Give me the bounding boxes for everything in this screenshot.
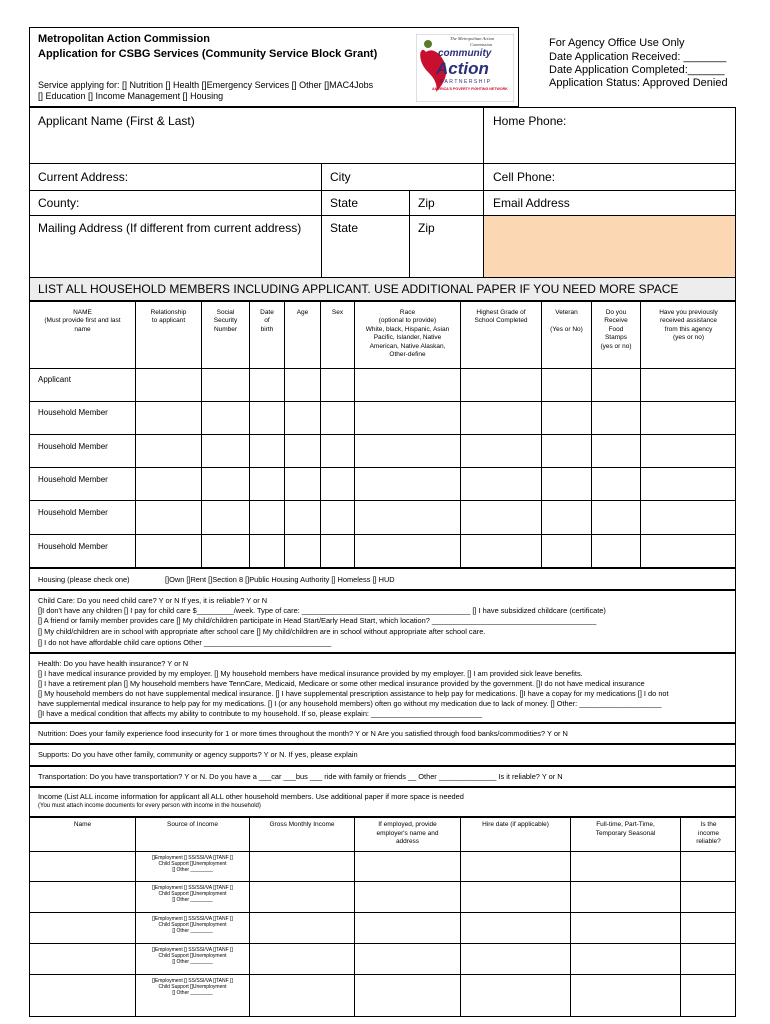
health-option[interactable]: []I have a medical condition that affects my ability to contribute to my household. If so, please explain: ___________________________ [38, 709, 483, 718]
zip-field[interactable]: Zip [418, 196, 435, 210]
income-col-gross: Gross Monthly Income [269, 821, 335, 828]
logo-word-partnership: PARTNERSHIP [440, 79, 492, 85]
col-sex: Sex [331, 309, 344, 316]
housing-label: Housing (please check one) [38, 575, 130, 584]
income-col-employer: If employed, provide employer's name and address [376, 821, 439, 845]
income-source-options[interactable]: []Employment [] SS/SSI/VA []TANF [] Child Support []Unemployment [] Other ________ [152, 855, 233, 873]
mailing-zip-field[interactable]: Zip [418, 221, 435, 235]
mailing-address-field[interactable]: Mailing Address (If different from current address) [38, 221, 302, 235]
shaded-cell [484, 216, 735, 277]
col-food-stamps: Do you Receive Food Stamps (yes or no) [600, 309, 632, 350]
transportation-question[interactable]: Transportation: Do you have transportation? Y or N. Do you have a ___car ___bus ___ ride with family or friends __ Other ______________ Is it reliable? Y or N [38, 772, 563, 781]
income-col-source: Source of Income [167, 821, 218, 828]
childcare-option[interactable]: [] My child/children are in school with appropriate after school care [] My child/children are in school without appropriate after school care. [38, 627, 486, 636]
health-option[interactable]: [] I have a retirement plan [] My household members have TennCare, Medicaid, Medicare or some other medical insurance provided by the government. []I do not have medical insurance [38, 679, 645, 688]
col-relationship: Relationship to applicant [150, 309, 187, 325]
county-field[interactable]: County: [38, 196, 80, 210]
logo-line-2: Commission [470, 42, 493, 47]
health-option[interactable]: have supplemental medical insurance to help pay for my medications. [] I (or any household members) often go without my medication due to lack of money. [] Other: ____________________ [38, 699, 662, 708]
col-ssn: Social Security Number [213, 309, 238, 333]
col-name: NAME (Must provide first and last name [44, 309, 121, 333]
row-household-member: Household Member [38, 442, 108, 451]
col-race: Race (optional to provide) White, black, Hispanic, Asian Pacific, Islander, Native American, Native Alaskan, Other-define [365, 309, 450, 359]
income-source-options[interactable]: []Employment [] SS/SSI/VA []TANF [] Child Support []Unemployment [] Other ________ [152, 947, 233, 965]
health-option[interactable]: [] My household members do not have supplemental medical insurance. [] I have supplemental prescription assistance to help pay for medications. []I have a copay for my medications [] I do not [38, 689, 669, 698]
logo-word-action: Action [436, 59, 489, 78]
col-previous-assistance: Have you previously received assistance from this agency (yes or no) [659, 309, 718, 342]
col-dob: Date of birth [260, 309, 274, 333]
health-option[interactable]: [] I have medical insurance provided by my employer. [] My household members have medical insurance provided by my employer. [] I am provided sick leave benefits. [38, 669, 583, 678]
date-received-field[interactable]: Date Application Received: _______ [549, 51, 727, 63]
household-title: LIST ALL HOUSEHOLD MEMBERS INCLUDING APPLICANT. USE ADDITIONAL PAPER IF YOU NEED MORE SPACE [38, 282, 679, 296]
col-grade: Highest Grade of School Completed [474, 309, 528, 325]
cell-phone-field[interactable]: Cell Phone: [493, 170, 556, 184]
income-source-options[interactable]: []Employment [] SS/SSI/VA []TANF [] Child Support []Unemployment [] Other ________ [152, 916, 233, 934]
email-field[interactable]: Email Address [493, 196, 570, 210]
childcare-question[interactable]: Child Care: Do you need child care? Y or N If yes, it is reliable? Y or N [38, 596, 268, 605]
service-applying-line-2[interactable]: [] Education [] Income Management [] Housing [38, 91, 224, 101]
childcare-option[interactable]: [] I do not have affordable child care options Other _______________________________ [38, 638, 332, 647]
current-address-field[interactable]: Current Address: [38, 170, 129, 184]
org-name: Metropolitan Action Commission [38, 33, 210, 45]
income-col-reliable: Is the income reliable? [696, 821, 721, 845]
mailing-state-field[interactable]: State [330, 221, 359, 235]
row-applicant: Applicant [38, 375, 71, 384]
income-col-employment-type: Full-time, Part-Time, Temporary Seasonal [595, 821, 656, 837]
housing-options[interactable]: []Own []Rent []Section 8 []Public Housing Authority [] Homeless [] HUD [165, 575, 395, 584]
nutrition-question[interactable]: Nutrition: Does your family experience food insecurity for 1 or more times throughout the month? Y or N Are you satisfied through food banks/commodities? Y or N [38, 729, 568, 738]
income-source-options[interactable]: []Employment [] SS/SSI/VA []TANF [] Child Support []Unemployment [] Other ________ [152, 978, 233, 996]
income-col-name: Name [73, 821, 92, 828]
childcare-option[interactable]: []I don't have any children [] I pay for child care $_________/week. Type of care: _________________________________________ [] I have subsidized childcare (certificate) [38, 606, 606, 615]
agency-use-label: For Agency Office Use Only [549, 37, 685, 49]
income-source-options[interactable]: []Employment [] SS/SSI/VA []TANF [] Child Support []Unemployment [] Other ________ [152, 885, 233, 903]
logo-tagline: AMERICA'S POVERTY FIGHTING NETWORK [432, 87, 508, 91]
application-status-field[interactable]: Application Status: Approved Denied [549, 77, 728, 89]
health-question[interactable]: Health: Do you have health insurance? Y or N [38, 659, 189, 668]
home-phone-field[interactable]: Home Phone: [493, 114, 567, 128]
row-household-member: Household Member [38, 408, 108, 417]
state-field[interactable]: State [330, 196, 359, 210]
row-household-member: Household Member [38, 542, 108, 551]
date-completed-field[interactable]: Date Application Completed:______ [549, 64, 725, 76]
logo-line-1: The Metropolitan Action [450, 36, 495, 41]
service-applying-line[interactable]: Service applying for: [] Nutrition [] Health []Emergency Services [] Other []MAC4Jobs [38, 80, 374, 90]
city-field[interactable]: City [330, 170, 351, 184]
col-age: Age [296, 309, 309, 316]
supports-question[interactable]: Supports: Do you have other family, community or agency supports? Y or N. If yes, please explain [38, 750, 358, 759]
logo-word-community: community [438, 48, 492, 59]
income-title: Income (List ALL income information for applicant all ALL other household members. Use additional paper if more space is needed [38, 792, 464, 801]
row-household-member: Household Member [38, 475, 108, 484]
row-household-member: Household Member [38, 508, 108, 517]
income-col-hire-date: Hire date (if applicable) [482, 821, 549, 828]
col-veteran: Veteran (Yes or No) [550, 309, 583, 333]
childcare-option[interactable]: [] A friend or family member provides care [] My child/children participate in Head Start/Early Head Start, which location? ________________________________________ [38, 616, 597, 625]
income-subtitle: (You must attach income documents for every person with income in the household) [38, 803, 261, 809]
applicant-name-field[interactable]: Applicant Name (First & Last) [38, 114, 195, 128]
application-title: Application for CSBG Services (Community Service Block Grant) [38, 48, 378, 60]
